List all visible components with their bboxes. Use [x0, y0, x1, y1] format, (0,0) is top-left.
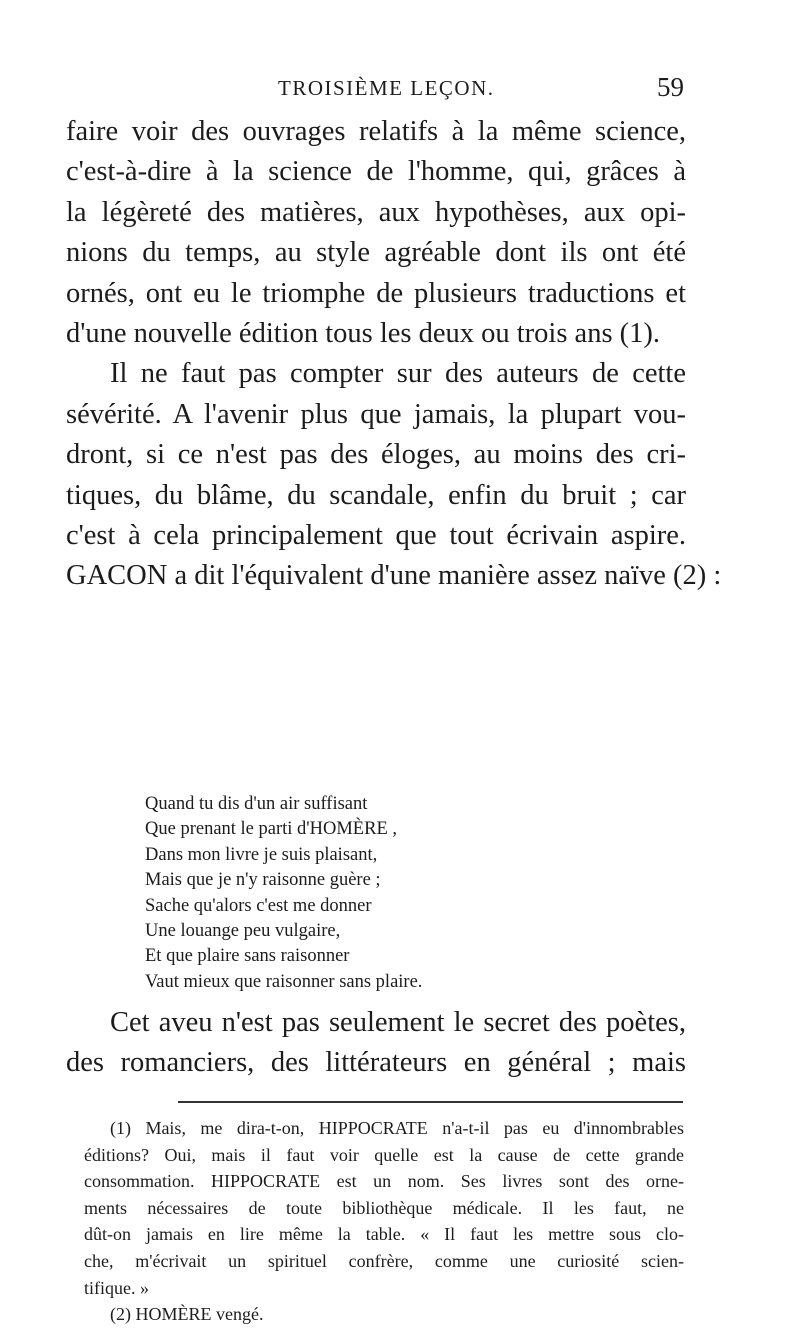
- text-line: faire voir des ouvrages relatifs à la même science,: [66, 116, 686, 147]
- footnote-line: che, m'écrivait un spirituel confrère, comme une curiosité scien-: [84, 1250, 684, 1271]
- poem-line: Une louange peu vulgaire,: [145, 920, 341, 941]
- poem-line: Dans mon livre je suis plaisant,: [145, 844, 378, 865]
- text-line: des romanciers, des littérateurs en général ; mais: [66, 1047, 686, 1079]
- text-line: nions du temps, au style agréable dont ils ont été: [66, 237, 686, 269]
- footnote-line: dût-on jamais en lire même la table. « Il faut les mettre sous clo-: [84, 1224, 684, 1245]
- quoted-poem: [145, 792, 422, 995]
- text-line: d'une nouvelle édition tous les deux ou trois ans (1).: [66, 317, 661, 349]
- footnotes: [84, 1115, 684, 1328]
- footnote-divider: [178, 1101, 683, 1103]
- text-line: GACON a dit l'équivalent d'une manière assez naïve (2) :: [66, 560, 722, 592]
- footnote-line: (2) HOMÈRE vengé.: [110, 1304, 264, 1325]
- poem-line: Et que plaire sans raisonner: [145, 946, 350, 967]
- footnote-line: éditions? Oui, mais il faut voir quelle est la cause de cette grande: [84, 1144, 684, 1165]
- poem-line: Mais que je n'y raisonne guère ;: [145, 870, 381, 891]
- running-title: TROISIÈME LEÇON.: [278, 76, 495, 100]
- footnote-line: ments nécessaires de toute bibliothèque médicale. Il les faut, ne: [84, 1197, 684, 1218]
- text-line: Cet aveu n'est pas seulement le secret des poètes,: [110, 1007, 686, 1038]
- poem-line: Que prenant le parti d'HOMÈRE ,: [145, 819, 397, 840]
- text-line: Il ne faut pas compter sur des auteurs de cette: [110, 358, 686, 390]
- page-header: [252, 72, 684, 106]
- footnote-line: tifique. »: [84, 1277, 149, 1298]
- text-line: sévérité. A l'avenir plus que jamais, la plupart vou-: [66, 398, 686, 430]
- poem-line: Vaut mieux que raisonner sans plaire.: [145, 971, 423, 992]
- poem-line: Sache qu'alors c'est me donner: [145, 895, 372, 916]
- text-line: tiques, du blâme, du scandale, enfin du bruit ; car: [66, 479, 686, 511]
- text-line: la légèreté des matières, aux hypothèses, aux opi-: [66, 196, 686, 228]
- text-line: ornés, ont eu le triomphe de plusieurs traductions et: [66, 277, 686, 309]
- page-number: 59: [657, 72, 684, 102]
- main-text-continued: [66, 1003, 686, 1084]
- text-line: c'est à cela principalement que tout écrivain aspire.: [66, 519, 686, 551]
- footnote-line: (1) Mais, me dira-t-on, HIPPOCRATE n'a-t-il pas eu d'innombrables: [110, 1118, 684, 1138]
- poem-line: Quand tu dis d'un air suffisant: [145, 794, 368, 814]
- text-line: c'est-à-dire à la science de l'homme, qui, grâces à: [66, 156, 686, 188]
- text-line: dront, si ce n'est pas des éloges, au moins des cri-: [66, 439, 686, 471]
- main-text: [66, 112, 722, 597]
- footnote-line: consommation. HIPPOCRATE est un nom. Ses livres sont des orne-: [84, 1171, 684, 1192]
